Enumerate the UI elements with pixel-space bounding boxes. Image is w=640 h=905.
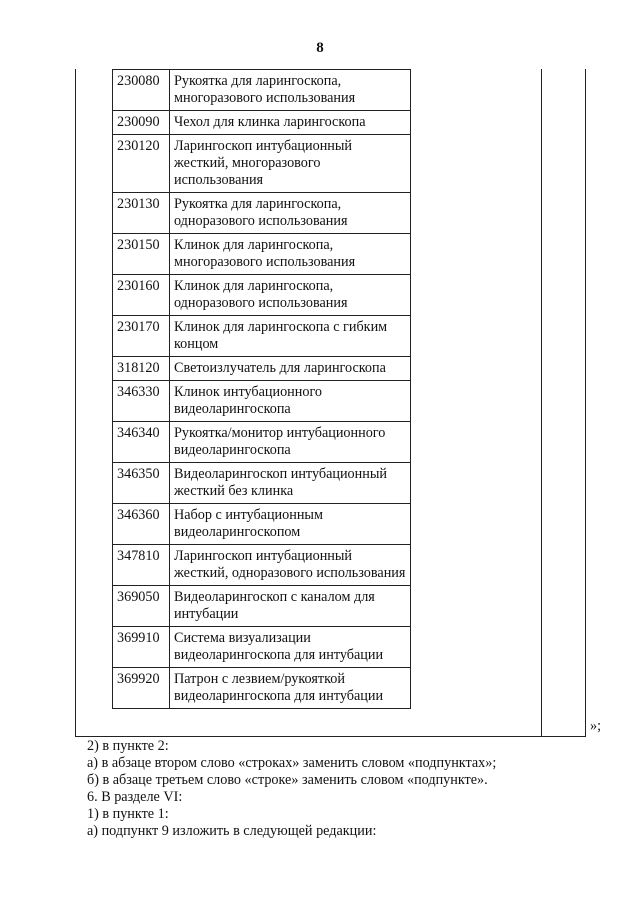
outer-table-left-border (75, 69, 76, 737)
table-row (113, 234, 411, 275)
table-row (113, 70, 411, 111)
outer-table-column-border (541, 69, 542, 737)
table-row (113, 275, 411, 316)
device-code: 230120 (113, 135, 170, 193)
device-name: Клинок интубационного видеоларингоскопа (170, 381, 411, 422)
device-name: Светоизлучатель для ларингоскопа (170, 357, 411, 381)
table-row (113, 586, 411, 627)
device-name: Клинок для ларингоскопа, одноразового использования (170, 275, 411, 316)
device-code: 369920 (113, 668, 170, 709)
device-code: 347810 (113, 545, 170, 586)
device-code: 346350 (113, 463, 170, 504)
table-row (113, 381, 411, 422)
device-code-table (112, 69, 411, 709)
paragraph: а) подпункт 9 изложить в следующей редакции: (87, 823, 377, 839)
table-row (113, 135, 411, 193)
device-code: 346330 (113, 381, 170, 422)
page-number: 8 (316, 40, 324, 56)
paragraph: 1) в пункте 1: (87, 806, 169, 822)
paragraph: 6. В разделе VI: (87, 789, 183, 805)
paragraph: 2) в пункте 2: (87, 738, 169, 754)
device-code: 369050 (113, 586, 170, 627)
device-name: Клинок для ларингоскопа, многоразового использования (170, 234, 411, 275)
amendment-text (87, 738, 496, 840)
table-row (113, 668, 411, 709)
device-name: Клинок для ларингоскопа с гибким концом (170, 316, 411, 357)
device-code: 230090 (113, 111, 170, 135)
device-name: Система визуализации видеоларингоскопа для интубации (170, 627, 411, 668)
device-code: 346340 (113, 422, 170, 463)
device-name: Рукоятка/монитор интубационного видеоларингоскопа (170, 422, 411, 463)
table-row (113, 422, 411, 463)
device-name: Рукоятка для ларингоскопа, одноразового использования (170, 193, 411, 234)
table-row (113, 463, 411, 504)
device-code: 318120 (113, 357, 170, 381)
device-name: Видеоларингоскоп с каналом для интубации (170, 586, 411, 627)
device-name: Набор с интубационным видеоларингоскопом (170, 504, 411, 545)
table-row (113, 504, 411, 545)
table-row (113, 545, 411, 586)
paragraph: б) в абзаце третьем слово «строке» заменить словом «подпункте». (87, 772, 488, 788)
device-name: Видеоларингоскоп интубационный жесткий без клинка (170, 463, 411, 504)
device-code: 230150 (113, 234, 170, 275)
outer-table-bottom-border (75, 736, 585, 737)
table-row (113, 357, 411, 381)
table-row (113, 316, 411, 357)
table-row (113, 193, 411, 234)
device-code: 230080 (113, 70, 170, 111)
device-code: 230160 (113, 275, 170, 316)
device-name: Ларингоскоп интубационный жесткий, одноразового использования (170, 545, 411, 586)
paragraph: а) в абзаце втором слово «строках» заменить словом «подпунктах»; (87, 755, 497, 771)
table-row (113, 627, 411, 668)
device-name: Патрон с лезвием/рукояткой видеоларингоскопа для интубации (170, 668, 411, 709)
device-name: Рукоятка для ларингоскопа, многоразового использования (170, 70, 411, 111)
device-code: 230170 (113, 316, 170, 357)
device-name: Чехол для клинка ларингоскопа (170, 111, 411, 135)
outer-table-right-border (585, 69, 586, 737)
closing-quote: »; (590, 718, 602, 734)
table-row (113, 111, 411, 135)
device-code: 369910 (113, 627, 170, 668)
device-code: 230130 (113, 193, 170, 234)
device-name: Ларингоскоп интубационный жесткий, многоразового использования (170, 135, 411, 193)
device-code: 346360 (113, 504, 170, 545)
device-code-table-body (113, 70, 411, 709)
